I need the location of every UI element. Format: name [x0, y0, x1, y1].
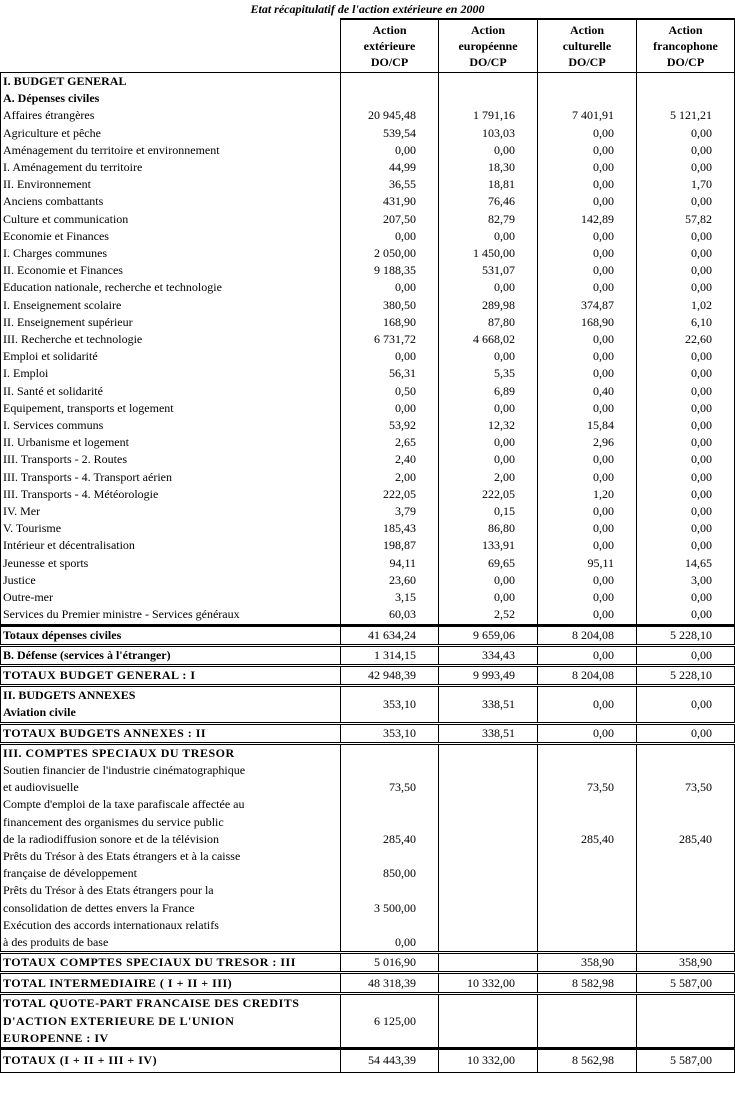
table-body — [1, 73, 735, 1073]
table-row — [1, 211, 735, 228]
cell-value — [439, 953, 538, 973]
cell-value: 3,00 — [637, 572, 735, 589]
cell-value: 10 332,00 — [439, 973, 538, 994]
cell-value: 6,89 — [439, 383, 538, 400]
cell-value: 0,00 — [637, 279, 735, 296]
cell-value: 0,00 — [439, 434, 538, 451]
table-row — [1, 245, 735, 262]
table-row-total — [1, 90, 735, 107]
table-row-total — [1, 723, 735, 743]
cell-value: 103,03 — [439, 125, 538, 142]
cell-value: 0,00 — [439, 400, 538, 417]
cell-value — [439, 73, 538, 91]
row-label: II. Economie et Finances — [1, 262, 341, 279]
cell-value: 0,00 — [637, 228, 735, 245]
cell-value: 2,00 — [439, 469, 538, 486]
header-row — [1, 19, 735, 73]
cell-value — [439, 994, 538, 1049]
table-row-total — [1, 743, 735, 762]
cell-value: 36,55 — [341, 176, 439, 193]
table-row — [1, 589, 735, 606]
cell-value — [439, 848, 538, 882]
cell-value: 2,52 — [439, 606, 538, 625]
cell-value — [538, 917, 637, 953]
cell-value: 0,00 — [538, 645, 637, 665]
cell-value: 7 401,91 — [538, 107, 637, 124]
cell-value: 334,43 — [439, 645, 538, 665]
cell-value: 8 562,98 — [538, 1048, 637, 1072]
cell-value — [538, 743, 637, 762]
cell-value: 76,46 — [439, 193, 538, 210]
cell-value: 0,00 — [637, 383, 735, 400]
cell-value: 0,00 — [538, 245, 637, 262]
cell-value: 0,00 — [538, 572, 637, 589]
cell-value — [439, 882, 538, 916]
table-row — [1, 176, 735, 193]
cell-value — [439, 762, 538, 796]
cell-value: 42 948,39 — [341, 665, 439, 685]
row-label: Compte d'emploi de la taxe parafiscale affectée au financement des organismes du service public de la radiodiffusion sonore et de la télévision — [1, 796, 341, 848]
cell-value: 2,00 — [341, 469, 439, 486]
row-label: Economie et Finances — [1, 228, 341, 245]
summary-table — [0, 18, 735, 1073]
row-label: TOTAL INTERMEDIAIRE ( I + II + III) — [1, 973, 341, 994]
cell-value: 0,00 — [341, 228, 439, 245]
cell-value: 73,50 — [538, 762, 637, 796]
cell-value: 0,00 — [637, 589, 735, 606]
cell-value: 1,20 — [538, 486, 637, 503]
cell-value: 0,00 — [538, 142, 637, 159]
row-label: IV. Mer — [1, 503, 341, 520]
cell-value: 9 993,49 — [439, 665, 538, 685]
cell-value: 0,00 — [439, 451, 538, 468]
cell-value: 8 582,98 — [538, 973, 637, 994]
cell-value: 5 228,10 — [637, 665, 735, 685]
table-row-total — [1, 953, 735, 973]
cell-value: 531,07 — [439, 262, 538, 279]
cell-value — [538, 848, 637, 882]
cell-value: 0,00 — [341, 279, 439, 296]
table-row — [1, 796, 735, 848]
cell-value: 0,00 — [538, 606, 637, 625]
cell-value: 69,65 — [439, 555, 538, 572]
cell-value — [637, 743, 735, 762]
cell-value — [439, 90, 538, 107]
table-row-total — [1, 973, 735, 994]
cell-value: 44,99 — [341, 159, 439, 176]
table-row — [1, 917, 735, 953]
table-row-total — [1, 994, 735, 1049]
cell-value — [637, 882, 735, 916]
cell-value — [538, 73, 637, 91]
table-row — [1, 606, 735, 625]
cell-value: 0,00 — [538, 503, 637, 520]
row-label: Aménagement du territoire et environnement — [1, 142, 341, 159]
cell-value: 0,00 — [538, 348, 637, 365]
row-label: III. Transports - 4. Transport aérien — [1, 469, 341, 486]
table-row-total — [1, 686, 735, 723]
cell-value: 53,92 — [341, 417, 439, 434]
cell-value: 353,10 — [341, 686, 439, 723]
row-label: TOTAUX BUDGET GENERAL : I — [1, 665, 341, 685]
cell-value: 0,00 — [637, 417, 735, 434]
row-label: Services du Premier ministre - Services généraux — [1, 606, 341, 625]
cell-value — [538, 994, 637, 1049]
row-label: I. Aménagement du territoire — [1, 159, 341, 176]
cell-value: 1,70 — [637, 176, 735, 193]
cell-value: 168,90 — [538, 314, 637, 331]
table-row — [1, 365, 735, 382]
cell-value: 6 731,72 — [341, 331, 439, 348]
row-label: Exécution des accords internationaux relatifs à des produits de base — [1, 917, 341, 953]
cell-value: 4 668,02 — [439, 331, 538, 348]
row-label: Anciens combattants — [1, 193, 341, 210]
table-row — [1, 262, 735, 279]
cell-value: 374,87 — [538, 297, 637, 314]
cell-value: 222,05 — [439, 486, 538, 503]
cell-value: 10 332,00 — [439, 1048, 538, 1072]
table-row — [1, 348, 735, 365]
cell-value: 0,00 — [341, 917, 439, 953]
row-label: Affaires étrangères — [1, 107, 341, 124]
cell-value: 222,05 — [341, 486, 439, 503]
row-label: III. Recherche et technologie — [1, 331, 341, 348]
cell-value: 0,00 — [538, 520, 637, 537]
cell-value: 12,32 — [439, 417, 538, 434]
cell-value: 0,00 — [637, 159, 735, 176]
cell-value: 0,00 — [637, 142, 735, 159]
cell-value — [637, 917, 735, 953]
row-label: TOTAUX BUDGETS ANNEXES : II — [1, 723, 341, 743]
cell-value: 133,91 — [439, 537, 538, 554]
cell-value — [439, 743, 538, 762]
cell-value: 0,00 — [637, 686, 735, 723]
cell-value: 338,51 — [439, 723, 538, 743]
cell-value: 2,40 — [341, 451, 439, 468]
table-row — [1, 228, 735, 245]
row-label: II. Santé et solidarité — [1, 383, 341, 400]
cell-value: 0,00 — [341, 400, 439, 417]
cell-value: 87,80 — [439, 314, 538, 331]
row-label: Agriculture et pêche — [1, 125, 341, 142]
cell-value: 73,50 — [341, 762, 439, 796]
cell-value: 0,00 — [439, 228, 538, 245]
table-row — [1, 486, 735, 503]
row-label: I. Services communs — [1, 417, 341, 434]
cell-value: 2 050,00 — [341, 245, 439, 262]
cell-value: 0,00 — [538, 176, 637, 193]
cell-value: 5 587,00 — [637, 1048, 735, 1072]
cell-value: 0,00 — [637, 520, 735, 537]
cell-value: 338,51 — [439, 686, 538, 723]
row-label: III. Transports - 4. Météorologie — [1, 486, 341, 503]
cell-value — [341, 90, 439, 107]
cell-value: 5 121,21 — [637, 107, 735, 124]
cell-value: 0,00 — [538, 125, 637, 142]
cell-value: 3,15 — [341, 589, 439, 606]
table-row — [1, 537, 735, 554]
cell-value — [538, 90, 637, 107]
cell-value: 0,00 — [637, 434, 735, 451]
cell-value: 0,00 — [439, 589, 538, 606]
cell-value: 0,00 — [538, 228, 637, 245]
row-label: Prêts du Trésor à des Etats étrangers et à la caisse française de développement — [1, 848, 341, 882]
table-row — [1, 520, 735, 537]
cell-value: 0,00 — [637, 451, 735, 468]
cell-value: 0,00 — [637, 348, 735, 365]
cell-value: 22,60 — [637, 331, 735, 348]
cell-value: 142,89 — [538, 211, 637, 228]
cell-value: 285,40 — [538, 796, 637, 848]
column-header-action-exterieure: Action extérieure DO/CP — [341, 19, 439, 73]
cell-value: 20 945,48 — [341, 107, 439, 124]
cell-value — [637, 73, 735, 91]
table-row — [1, 279, 735, 296]
cell-value: 358,90 — [538, 953, 637, 973]
cell-value: 5 016,90 — [341, 953, 439, 973]
cell-value: 0,00 — [637, 469, 735, 486]
cell-value: 14,65 — [637, 555, 735, 572]
table-row-total — [1, 665, 735, 685]
cell-value: 48 318,39 — [341, 973, 439, 994]
cell-value: 18,81 — [439, 176, 538, 193]
cell-value: 0,00 — [637, 193, 735, 210]
cell-value: 0,00 — [538, 279, 637, 296]
cell-value: 0,00 — [538, 537, 637, 554]
cell-value: 3,79 — [341, 503, 439, 520]
cell-value: 285,40 — [637, 796, 735, 848]
cell-value: 0,00 — [538, 331, 637, 348]
cell-value — [341, 73, 439, 91]
cell-value: 0,00 — [637, 365, 735, 382]
cell-value: 2,96 — [538, 434, 637, 451]
cell-value: 5 228,10 — [637, 625, 735, 645]
cell-value: 6 125,00 — [341, 994, 439, 1049]
row-label: TOTAUX (I + II + III + IV) — [1, 1048, 341, 1072]
table-row — [1, 882, 735, 916]
row-label: V. Tourisme — [1, 520, 341, 537]
cell-value: 0,00 — [637, 125, 735, 142]
cell-value: 15,84 — [538, 417, 637, 434]
cell-value: 0,00 — [637, 503, 735, 520]
cell-value: 285,40 — [341, 796, 439, 848]
cell-value: 0,00 — [538, 400, 637, 417]
cell-value: 1 314,15 — [341, 645, 439, 665]
row-label: Culture et communication — [1, 211, 341, 228]
cell-value: 207,50 — [341, 211, 439, 228]
cell-value: 8 204,08 — [538, 665, 637, 685]
cell-value: 8 204,08 — [538, 625, 637, 645]
cell-value: 0,00 — [439, 348, 538, 365]
header-blank-cell — [1, 19, 341, 73]
table-row — [1, 107, 735, 124]
row-label: Outre-mer — [1, 589, 341, 606]
cell-value: 73,50 — [637, 762, 735, 796]
cell-value: 0,00 — [637, 245, 735, 262]
table-row — [1, 331, 735, 348]
cell-value: 539,54 — [341, 125, 439, 142]
cell-value: 0,00 — [637, 645, 735, 665]
cell-value: 5 587,00 — [637, 973, 735, 994]
cell-value: 94,11 — [341, 555, 439, 572]
cell-value — [637, 848, 735, 882]
table-row — [1, 125, 735, 142]
cell-value: 5,35 — [439, 365, 538, 382]
cell-value: 6,10 — [637, 314, 735, 331]
cell-value: 431,90 — [341, 193, 439, 210]
row-label: I. Charges communes — [1, 245, 341, 262]
row-label: B. Défense (services à l'étranger) — [1, 645, 341, 665]
cell-value: 358,90 — [637, 953, 735, 973]
cell-value: 0,00 — [637, 723, 735, 743]
cell-value: 0,00 — [341, 142, 439, 159]
table-row-total — [1, 1048, 735, 1072]
cell-value: 0,00 — [538, 451, 637, 468]
cell-value: 1 450,00 — [439, 245, 538, 262]
row-label: Totaux dépenses civiles — [1, 625, 341, 645]
row-label: I. Enseignement scolaire — [1, 297, 341, 314]
cell-value: 60,03 — [341, 606, 439, 625]
cell-value: 0,00 — [637, 486, 735, 503]
table-row — [1, 434, 735, 451]
table-row — [1, 383, 735, 400]
table-row-total — [1, 625, 735, 645]
cell-value: 0,00 — [538, 589, 637, 606]
cell-value — [341, 743, 439, 762]
cell-value: 353,10 — [341, 723, 439, 743]
cell-value: 0,00 — [439, 279, 538, 296]
cell-value: 86,80 — [439, 520, 538, 537]
row-label: Emploi et solidarité — [1, 348, 341, 365]
cell-value: 1,02 — [637, 297, 735, 314]
row-label: III. COMPTES SPECIAUX DU TRESOR — [1, 743, 341, 762]
cell-value — [439, 917, 538, 953]
cell-value: 56,31 — [341, 365, 439, 382]
cell-value: 95,11 — [538, 555, 637, 572]
row-label: TOTAL QUOTE-PART FRANCAISE DES CREDITS D'ACTION EXTERIEURE DE L'UNION EUROPENNE : IV — [1, 994, 341, 1049]
cell-value — [637, 994, 735, 1049]
row-label: Education nationale, recherche et technologie — [1, 279, 341, 296]
cell-value: 57,82 — [637, 211, 735, 228]
cell-value: 0,40 — [538, 383, 637, 400]
row-label: I. Emploi — [1, 365, 341, 382]
table-row — [1, 762, 735, 796]
row-label: II. BUDGETS ANNEXES Aviation civile — [1, 686, 341, 723]
table-row — [1, 848, 735, 882]
cell-value: 168,90 — [341, 314, 439, 331]
column-header-action-francophone: Action francophone DO/CP — [637, 19, 735, 73]
cell-value: 1 791,16 — [439, 107, 538, 124]
cell-value: 18,30 — [439, 159, 538, 176]
table-row-total — [1, 645, 735, 665]
cell-value — [538, 882, 637, 916]
cell-value: 0,15 — [439, 503, 538, 520]
cell-value: 54 443,39 — [341, 1048, 439, 1072]
cell-value: 0,00 — [439, 142, 538, 159]
cell-value: 380,50 — [341, 297, 439, 314]
cell-value: 0,50 — [341, 383, 439, 400]
row-label: Jeunesse et sports — [1, 555, 341, 572]
cell-value: 0,00 — [538, 469, 637, 486]
cell-value: 0,00 — [637, 537, 735, 554]
row-label: II. Urbanisme et logement — [1, 434, 341, 451]
document-title: Etat récapitulatif de l'action extérieure en 2000 — [250, 2, 485, 16]
row-label: TOTAUX COMPTES SPECIAUX DU TRESOR : III — [1, 953, 341, 973]
cell-value: 198,87 — [341, 537, 439, 554]
row-label: Equipement, transports et logement — [1, 400, 341, 417]
row-label: Prêts du Trésor à des Etats étrangers pour la consolidation de dettes envers la France — [1, 882, 341, 916]
table-row — [1, 503, 735, 520]
table-row — [1, 400, 735, 417]
table-row — [1, 451, 735, 468]
table-row — [1, 572, 735, 589]
table-row — [1, 469, 735, 486]
row-label: Justice — [1, 572, 341, 589]
cell-value: 0,00 — [538, 159, 637, 176]
cell-value: 0,00 — [538, 193, 637, 210]
cell-value — [439, 796, 538, 848]
row-label: Intérieur et décentralisation — [1, 537, 341, 554]
cell-value: 0,00 — [538, 262, 637, 279]
cell-value — [637, 90, 735, 107]
cell-value: 41 634,24 — [341, 625, 439, 645]
table-row-total — [1, 73, 735, 91]
cell-value: 23,60 — [341, 572, 439, 589]
table-row — [1, 555, 735, 572]
cell-value: 9 659,06 — [439, 625, 538, 645]
cell-value: 0,00 — [637, 262, 735, 279]
cell-value: 0,00 — [637, 606, 735, 625]
table-row — [1, 417, 735, 434]
table-row — [1, 297, 735, 314]
row-label: III. Transports - 2. Routes — [1, 451, 341, 468]
cell-value: 289,98 — [439, 297, 538, 314]
cell-value: 0,00 — [538, 686, 637, 723]
cell-value: 0,00 — [538, 365, 637, 382]
column-header-action-culturelle: Action culturelle DO/CP — [538, 19, 637, 73]
cell-value: 3 500,00 — [341, 882, 439, 916]
row-label: A. Dépenses civiles — [1, 90, 341, 107]
row-label: Soutien financier de l'industrie cinématographique et audiovisuelle — [1, 762, 341, 796]
row-label: I. BUDGET GENERAL — [1, 73, 341, 91]
table-row — [1, 142, 735, 159]
column-header-action-europeenne: Action européenne DO/CP — [439, 19, 538, 73]
table-row — [1, 193, 735, 210]
cell-value: 0,00 — [341, 348, 439, 365]
table-row — [1, 159, 735, 176]
cell-value: 850,00 — [341, 848, 439, 882]
row-label: II. Enseignement supérieur — [1, 314, 341, 331]
cell-value: 9 188,35 — [341, 262, 439, 279]
cell-value: 2,65 — [341, 434, 439, 451]
cell-value: 0,00 — [637, 400, 735, 417]
table-row — [1, 314, 735, 331]
row-label: II. Environnement — [1, 176, 341, 193]
cell-value: 0,00 — [439, 572, 538, 589]
cell-value: 0,00 — [538, 723, 637, 743]
cell-value: 82,79 — [439, 211, 538, 228]
cell-value: 185,43 — [341, 520, 439, 537]
